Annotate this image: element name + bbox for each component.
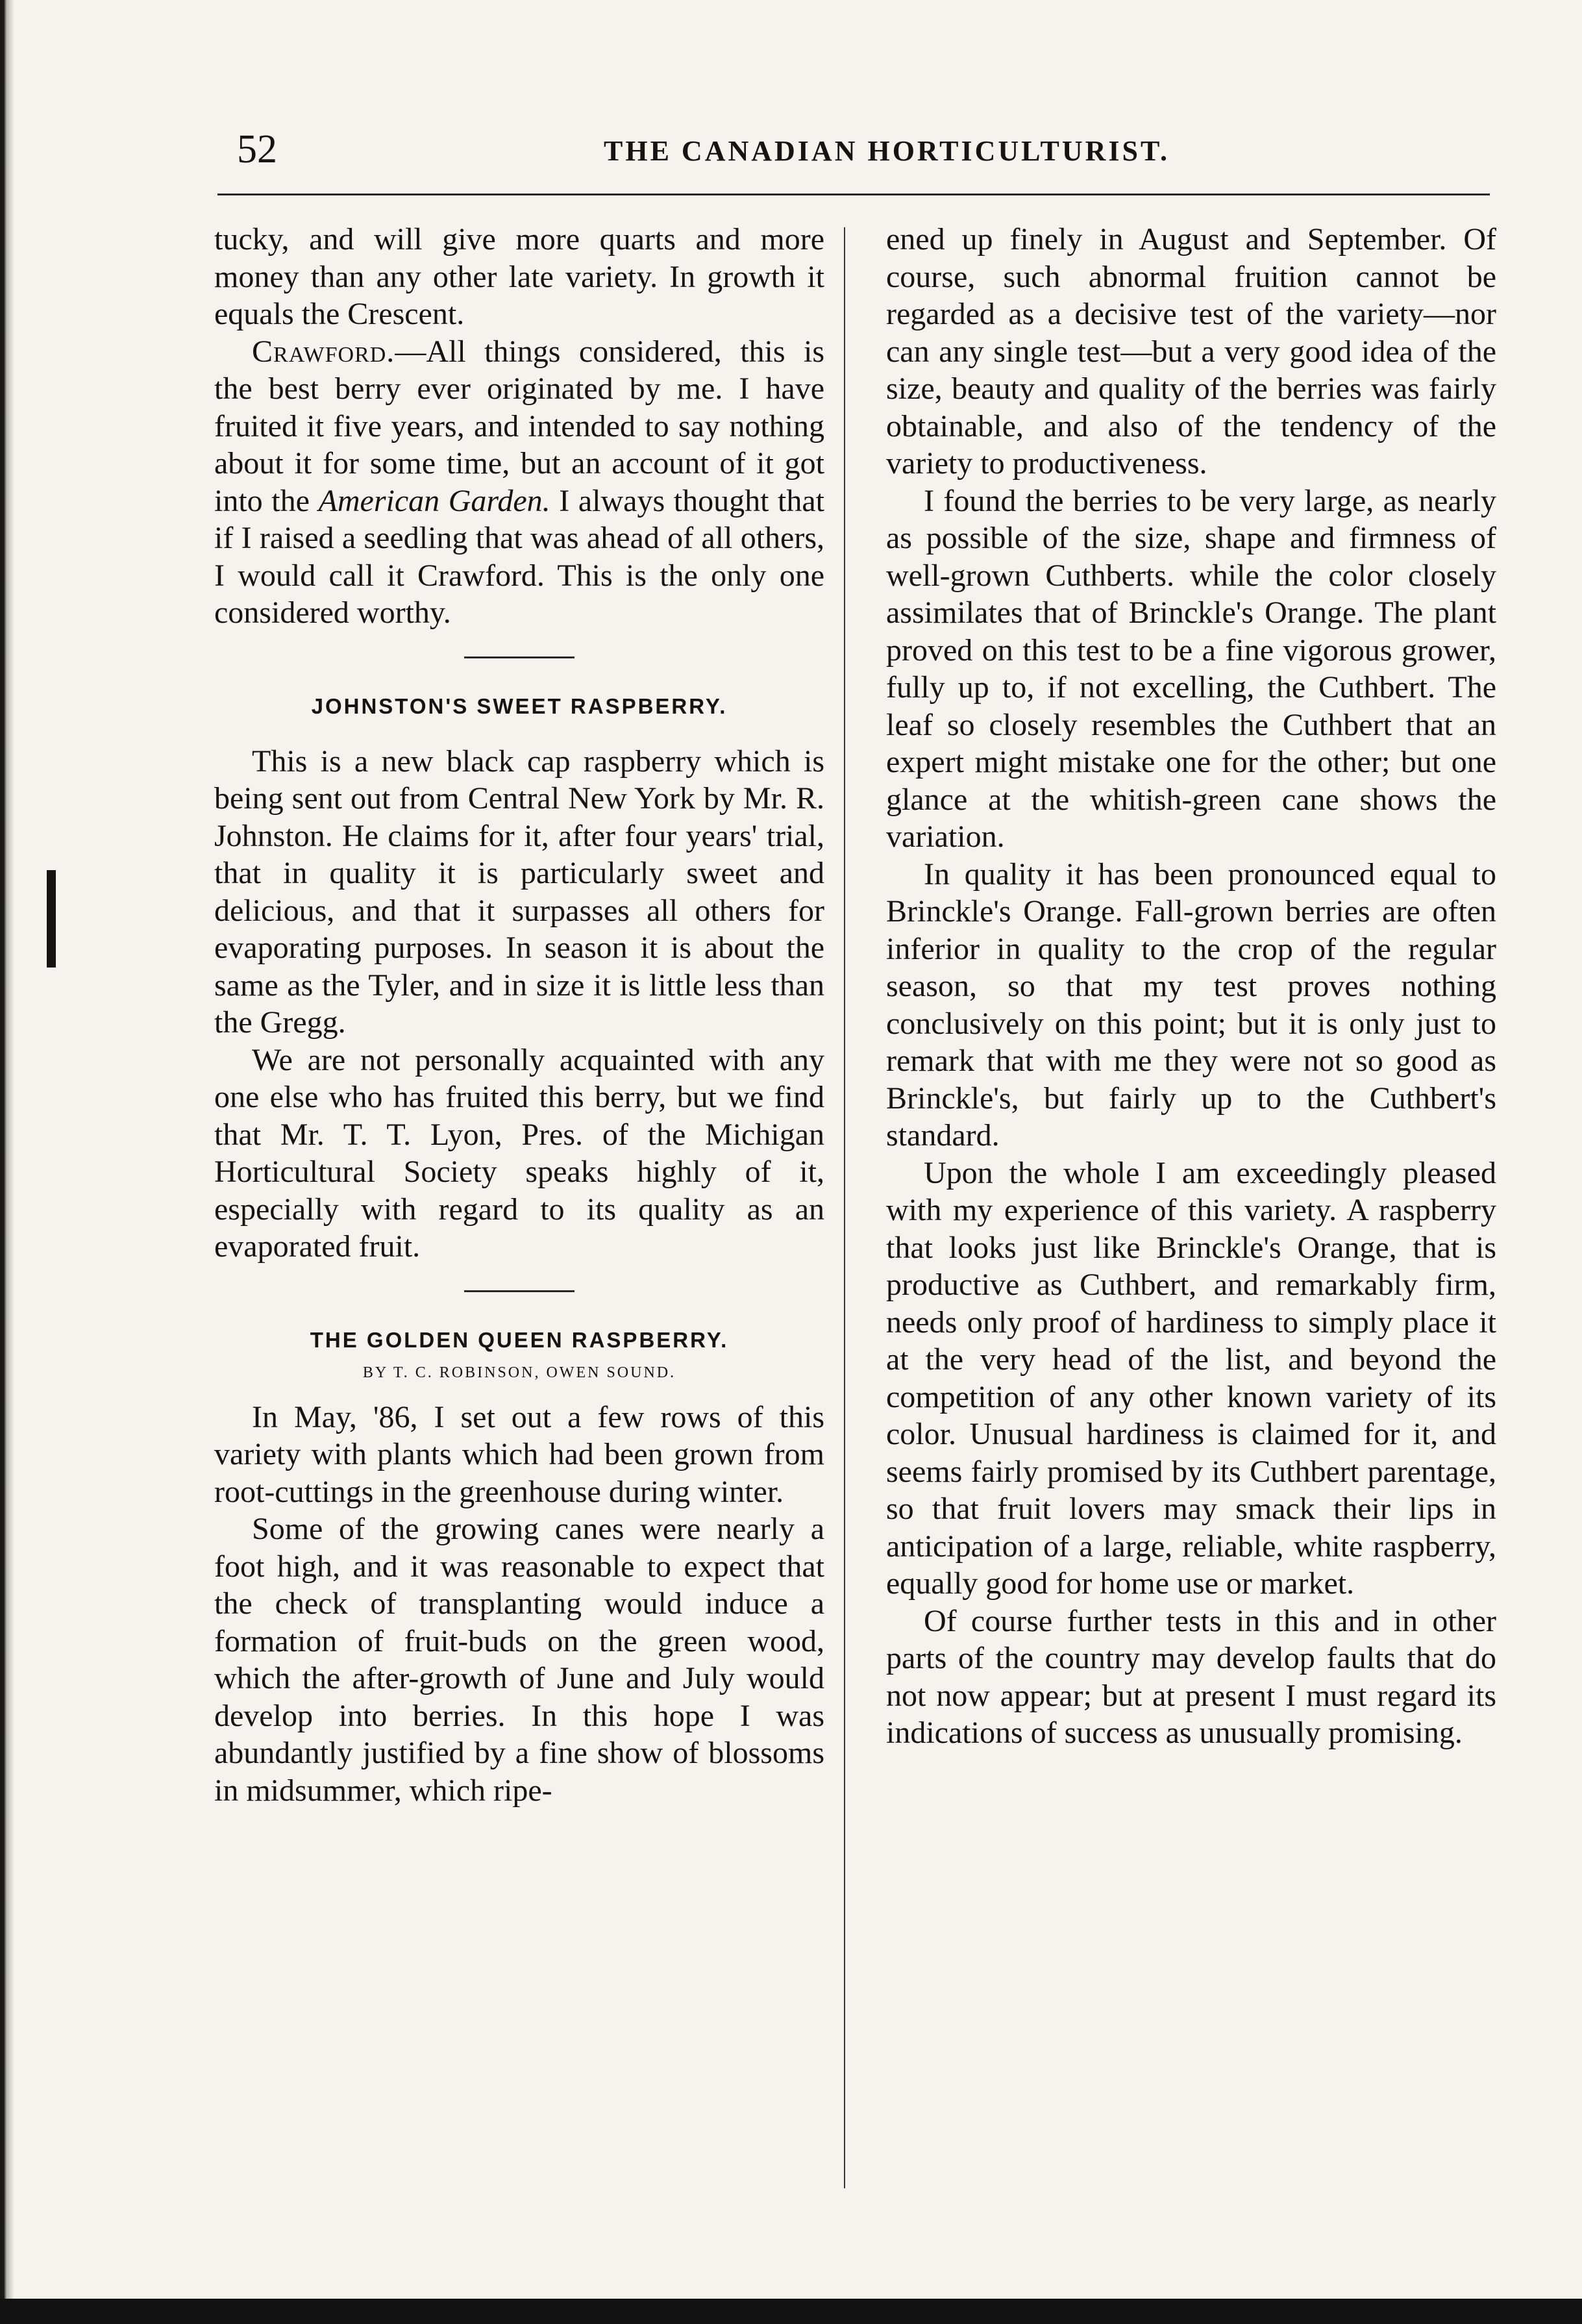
- paragraph: In quality it has been pronounced equal to Brinckle's Orange. Fall-grown berries are often inferior in quality to the crop of the regular season, so that my test proves nothing conclusively on this point; but it is only just to remark that with me they were not so good as Brinckle's, but fairly up to the Cuthbert's standard.: [886, 856, 1496, 1153]
- section-separator: [464, 656, 575, 658]
- page-number: 52: [237, 127, 277, 171]
- crawford-lead: Crawford.: [252, 334, 395, 369]
- header-rule: [217, 194, 1490, 195]
- scan-bottom-edge: [0, 2299, 1582, 2324]
- section-heading: THE GOLDEN QUEEN RASPBERRY.: [310, 1327, 729, 1352]
- paragraph: Some of the growing canes were nearly a foot high, and it was reasonable to expect that the check of transplanting would induce a formation of fruit-buds on the green wood, which the after-growth of June and July would develop into berries. In this hope I was abundantly justified by a fine show of blossoms in midsummer, which ripe-: [214, 1512, 824, 1808]
- page-header: [0, 120, 1582, 179]
- paragraph: Of course further tests in this and in other parts of the country may develop faults that do not now appear; but at present I must regard its indications of success as unusually promising.: [886, 1603, 1496, 1750]
- paragraph: ened up finely in August and September. Of course, such abnormal fruition cannot be regarded as a decisive test of the variety—nor can any single test—but a very good idea of the size, beauty and quality of the berries was fairly obtainable, and also of the tendency of the variety to productiveness.: [886, 222, 1496, 481]
- italic-title: American Garden.: [318, 483, 550, 518]
- paragraph: tucky, and will give more quarts and more money than any other late variety. In growth it equals the Crescent.: [214, 222, 824, 331]
- paragraph: I found the berries to be very large, as nearly as possible of the size, shape and firmness of well-grown Cuthberts. while the color closely assimilates that of Brinckle's Orange. The plant proved on this test to be a fine vigorous grower, fully up to, if not excelling, the Cuthbert. The leaf so closely resembles the Cuthbert that an expert might mistake one for the other; but one glance at the whitish-green cane shows the variation.: [886, 483, 1496, 854]
- scan-binding-edge: [0, 0, 14, 2324]
- section-heading: JOHNSTON'S SWEET RASPBERRY.: [311, 693, 728, 718]
- paragraph: Upon the whole I am exceedingly pleased with my experience of this variety. A raspberry that looks just like Brinckle's Orange, that is productive as Cuthbert, and remarkably firm, needs only proof of hardiness to simply place it at the very head of the list, and beyond the competition of any other known variety of its color. Unusual hardiness is claimed for it, and seems fairly promised by its Cuthbert parentage, so that fruit lovers may smack their lips in anticipation of a large, reliable, white raspberry, equally good for home use or market.: [886, 1155, 1496, 1601]
- right-column: [886, 221, 1496, 1752]
- paragraph: This is a new black cap raspberry which is being sent out from Central New York by Mr. R. Johnston. He claims for it, after four years' trial, that in quality it is particularly sweet and delicious, and that it surpasses all others for evaporating purposes. In season it is about the same as the Tyler, and in size it is little less than the Gregg.: [214, 743, 824, 1040]
- author-byline: BY T. C. ROBINSON, OWEN SOUND.: [362, 1364, 676, 1381]
- scan-margin-mark: [47, 870, 56, 968]
- column-divider: [844, 227, 845, 2188]
- section-separator: [464, 1290, 575, 1292]
- running-title: THE CANADIAN HORTICULTURIST.: [604, 135, 1170, 167]
- left-column: [214, 221, 824, 1809]
- text-run: I always thought that if I raised a seedling that was ahead of all others, I would call it Crawford. This is the only one considered worthy.: [214, 483, 825, 630]
- paragraph: We are not personally acquainted with any one else who has fruited this berry, but we find that Mr. T. T. Lyon, Pres. of the Michigan Horticultural Society speaks highly of it, especially with regard to its quality as an evaporated fruit.: [214, 1042, 824, 1264]
- text-run: —All things considered, this is the best berry ever originated by me. I have fruited it five years, and intended to say nothing about it for some time, but an account of it got into the: [214, 334, 824, 518]
- paragraph: In May, '86, I set out a few rows of this variety with plants which had been grown from root-cuttings in the greenhouse during winter.: [214, 1399, 824, 1509]
- crawford-paragraph: [214, 333, 824, 632]
